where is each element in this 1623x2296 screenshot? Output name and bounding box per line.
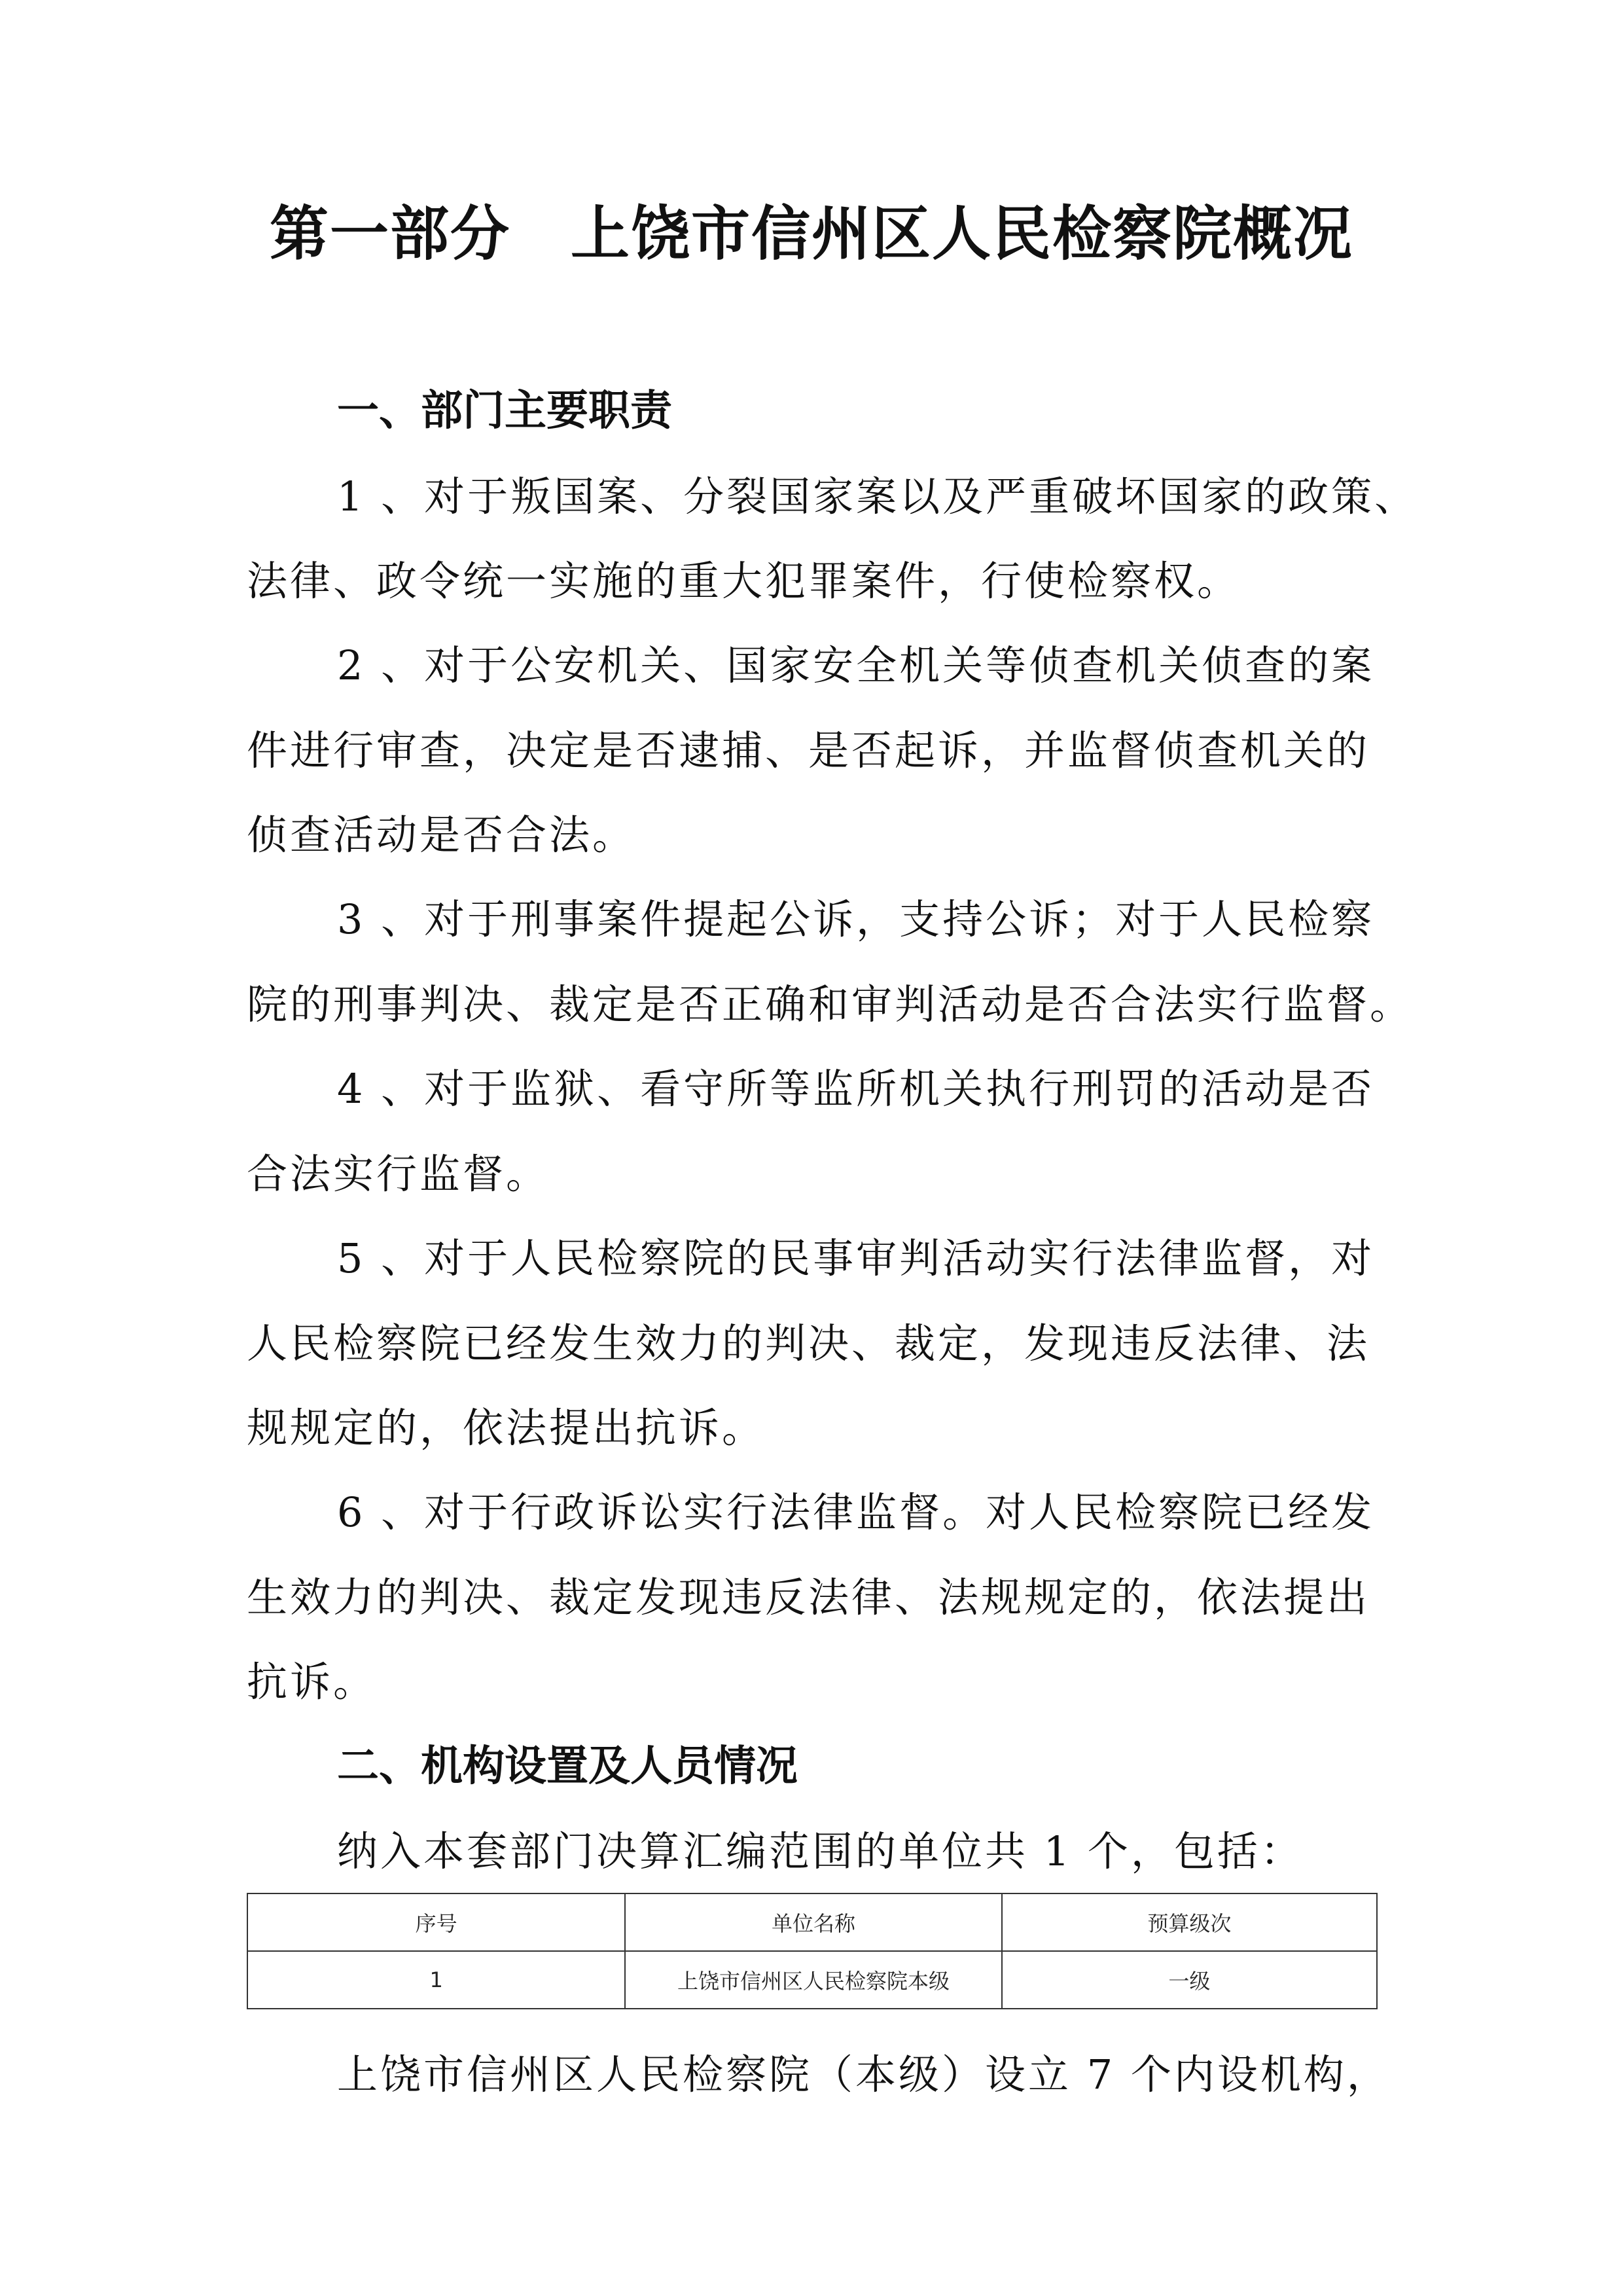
paragraph-line: 件进行审查，决定是否逮捕、是否起诉，并监督侦查机关的 (247, 726, 1370, 774)
table-row (247, 1951, 1377, 2009)
paragraph-line: 2 、对于公安机关、国家安全机关等侦查机关侦查的案 (337, 641, 1375, 689)
table-header-row (247, 1893, 1377, 1951)
paragraph-line: 3 、对于刑事案件提起公诉，支持公诉；对于人民检察 (337, 895, 1375, 943)
paragraph-line: 上饶市信州区人民检察院（本级）设立 7 个内设机构， (337, 2051, 1390, 2098)
section-heading-duties: 一、部门主要职责 (337, 387, 672, 435)
paragraph-line: 抗诉。 (247, 1658, 377, 1706)
paragraph-line: 人民检察院已经发生效力的判决、裁定，发现违反法律、法 (247, 1319, 1370, 1367)
paragraph-line: 5 、对于人民检察院的民事审判活动实行法律监督，对 (337, 1234, 1375, 1282)
paragraph-line: 合法实行监督。 (247, 1150, 550, 1198)
paragraph-line: 1 、对于叛国案、分裂国家案以及严重破坏国家的政策、 (337, 473, 1418, 520)
intro-line: 纳入本套部门决算汇编范围的单位共 1 个，包括： (337, 1827, 1304, 1875)
column-header-index: 序号 (247, 1893, 625, 1951)
section-heading-organization: 二、机构设置及人员情况 (337, 1742, 798, 1791)
paragraph-line: 法律、政令统一实施的重大犯罪案件，行使检察权。 (247, 557, 1241, 605)
page-title: 第一部分 上饶市信州区人民检察院概况 (270, 200, 1353, 268)
units-table (247, 1893, 1378, 2009)
paragraph-line: 侦查活动是否合法。 (247, 811, 636, 859)
column-header-unit-name: 单位名称 (625, 1893, 1001, 1951)
paragraph-line: 6 、对于行政诉讼实行法律监督。对人民检察院已经发 (337, 1488, 1375, 1536)
cell-index: 1 (247, 1951, 625, 2009)
cell-unit-name: 上饶市信州区人民检察院本级 (625, 1951, 1001, 2009)
paragraph-line: 生效力的判决、裁定发现违反法律、法规规定的，依法提出 (247, 1573, 1370, 1621)
paragraph-line: 规规定的，依法提出抗诉。 (247, 1404, 766, 1452)
column-header-budget-level: 预算级次 (1002, 1893, 1377, 1951)
paragraph-line: 院的刑事判决、裁定是否正确和审判活动是否合法实行监督。 (247, 980, 1414, 1028)
cell-budget-level: 一级 (1002, 1951, 1377, 2009)
paragraph-line: 4 、对于监狱、看守所等监所机关执行刑罚的活动是否 (337, 1065, 1375, 1113)
